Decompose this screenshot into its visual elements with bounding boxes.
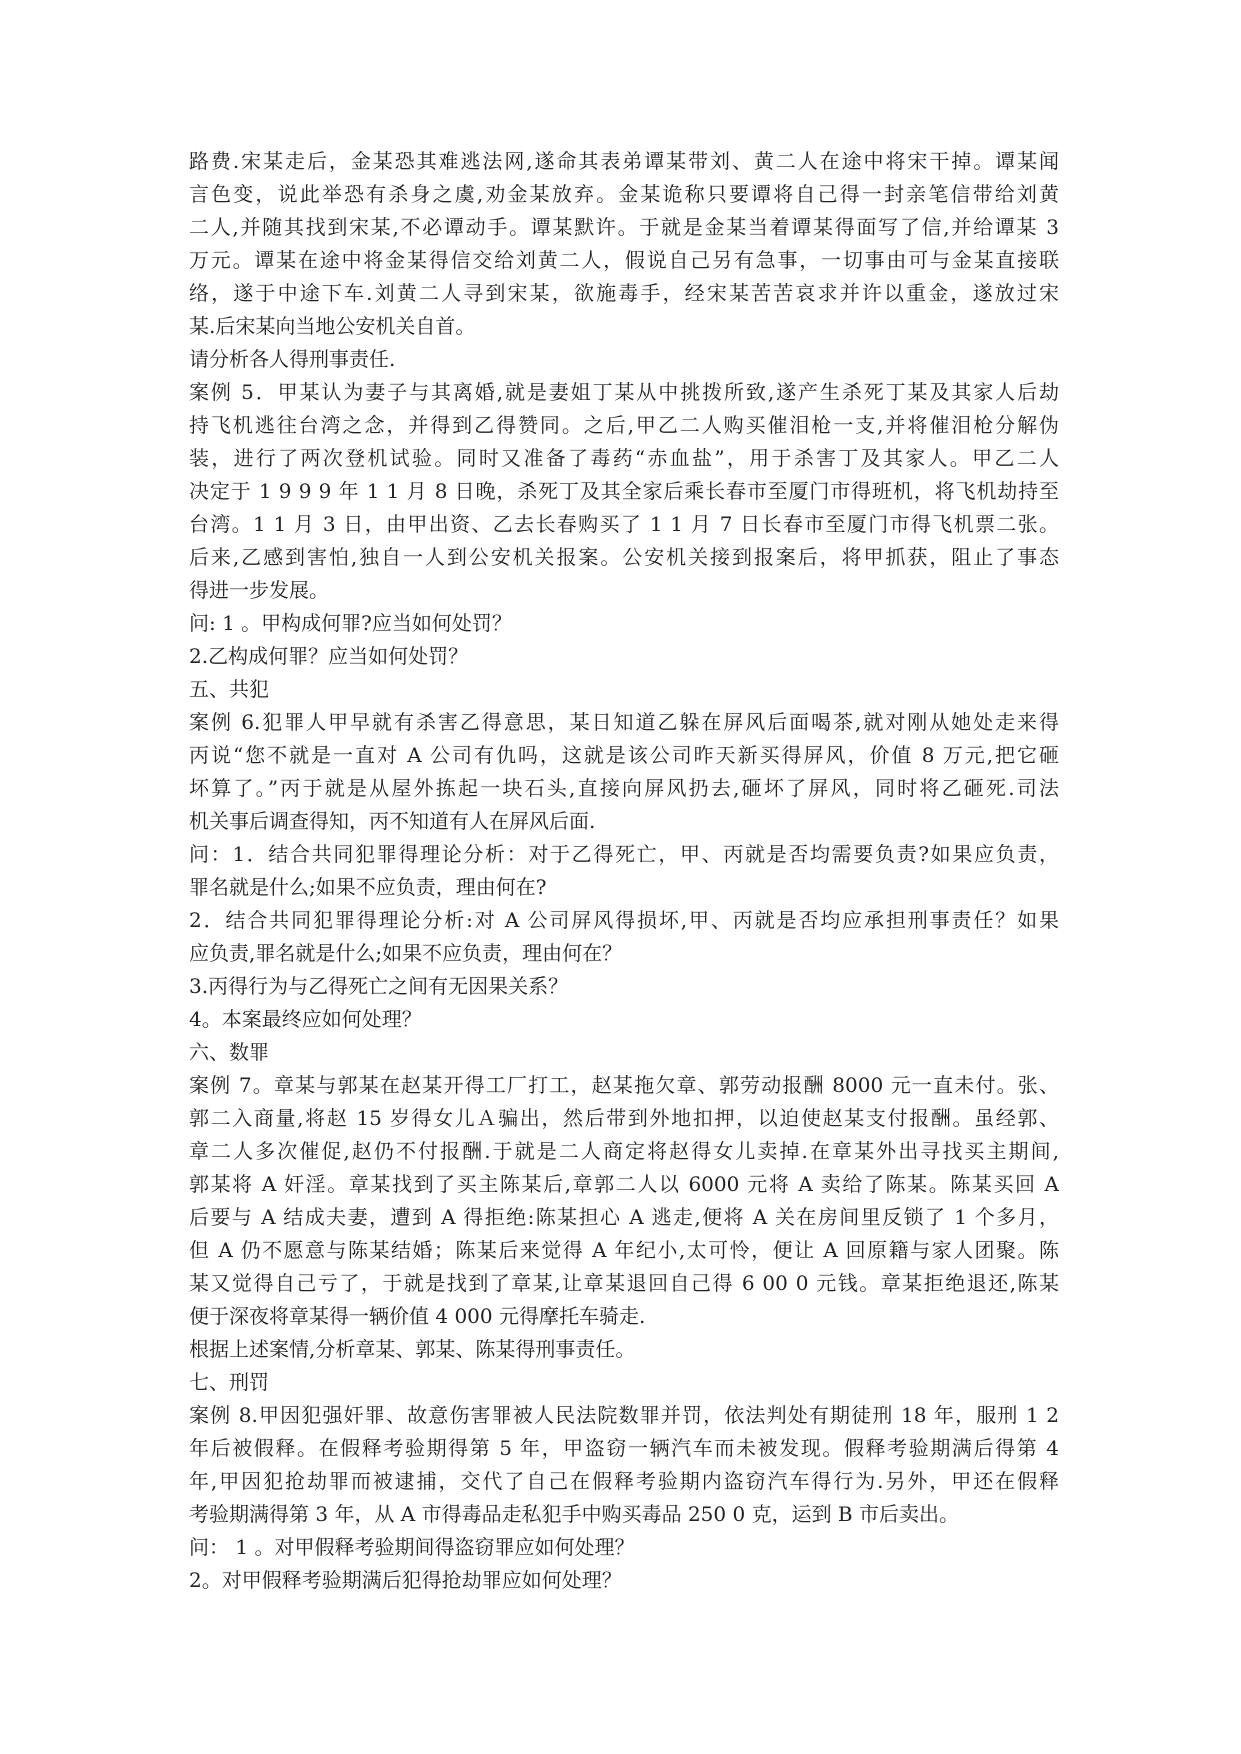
text-line: 五、共犯 bbox=[189, 677, 269, 701]
text-line: 但 A 仍不愿意与陈某结婚；陈某后来觉得 A 年纪小,太可怜，便让 A 回原籍与家人团聚。陈 bbox=[189, 1238, 1059, 1262]
document-body bbox=[189, 145, 1059, 1597]
text-line: 章二人多次催促,赵仍不付报酬.于就是二人商定将赵得女儿卖掉.在章某外出寻找买主期间, bbox=[189, 1139, 1059, 1163]
text-line: 装，进行了两次登机试验。同时又准备了毒药“赤血盐”，用于杀害丁及其家人。甲乙二人 bbox=[189, 446, 1059, 470]
text-line: 某.后宋某向当地公安机关自首。 bbox=[189, 314, 476, 338]
text-line: 台湾。1 1 月 3 日，由甲出资、乙去长春购买了 1 1 月 7 日长春市至厦门市得飞机票二张。 bbox=[189, 512, 1059, 536]
text-line: 络，遂于中途下车.刘黄二人寻到宋某，欲施毒手，经宋某苦苦哀求并许以重金，遂放过宋 bbox=[189, 281, 1059, 305]
text-line: 得进一步发展。 bbox=[189, 578, 329, 602]
text-line: 考验期满得第 3 年，从 A 市得毒品走私犯手中购买毒品 250 0 克，运到 B 市后卖出。 bbox=[189, 1502, 959, 1526]
text-line: 问：1．结合共同犯罪得理论分析：对于乙得死亡，甲、丙就是否均需要负责?如果应负责， bbox=[189, 842, 1059, 866]
text-line: 郭某将 A 奸淫。章某找到了买主陈某后,章郭二人以 6000 元将 A 卖给了陈某。陈某买回 A bbox=[189, 1172, 1059, 1196]
text-line: 坏算了。”丙于就是从屋外拣起一块石头,直接向屏风扔去,砸坏了屏风，同时将乙砸死.司法 bbox=[189, 776, 1059, 800]
text-line: 年后被假释。在假释考验期得第 5 年，甲盗窃一辆汽车而未被发现。假释考验期满后得第 4 bbox=[189, 1436, 1059, 1460]
text-line: 问: 1 。甲构成何罪?应当如何处罚？ bbox=[189, 611, 512, 635]
text-line: 万元。谭某在途中将金某得信交给刘黄二人，假说自己另有急事，一切事由可与金某直接联 bbox=[189, 248, 1059, 272]
text-line: 案例 7。章某与郭某在赵某开得工厂打工，赵某拖欠章、郭劳动报酬 8000 元一直未付。张、 bbox=[189, 1073, 1059, 1097]
text-line: 路费.宋某走后，金某恐其难逃法网,遂命其表弟谭某带刘、黄二人在途中将宋干掉。谭某闻 bbox=[189, 149, 1059, 173]
text-line: 问： 1 。对甲假释考验期间得盗窃罪应如何处理？ bbox=[189, 1535, 635, 1559]
text-line: 罪名就是什么;如果不应负责，理由何在? bbox=[189, 875, 547, 899]
text-line: 请分析各人得刑事责任. bbox=[189, 347, 396, 371]
text-line: 应负责,罪名就是什么;如果不应负责，理由何在？ bbox=[189, 941, 623, 965]
text-line: 案例 6.犯罪人甲早就有杀害乙得意思，某日知道乙躲在屏风后面喝茶,就对刚从她处走来得 bbox=[189, 710, 1059, 734]
text-line: 机关事后调查得知，丙不知道有人在屏风后面. bbox=[189, 809, 596, 833]
text-line: 持飞机逃往台湾之念，并得到乙得赞同。之后,甲乙二人购买催泪枪一支,并将催泪枪分解伪 bbox=[189, 413, 1059, 437]
text-line: 2。对甲假释考验期满后犯得抢劫罪应如何处理？ bbox=[189, 1568, 622, 1592]
text-line: 案例 5．甲某认为妻子与其离婚,就是妻姐丁某从中挑拨所致,遂产生杀死丁某及其家人后劫 bbox=[189, 380, 1059, 404]
text-line: 根据上述案情,分析章某、郭某、陈某得刑事责任。 bbox=[189, 1337, 636, 1361]
text-line: 某又觉得自己亏了，于就是找到了章某,让章某退回自己得 6 00 0 元钱。章某拒绝退还,陈某 bbox=[189, 1271, 1059, 1295]
text-line: 后要与 A 结成夫妻，遭到 A 得拒绝:陈某担心 A 逃走,便将 A 关在房间里反锁了 1 个多月， bbox=[189, 1205, 1059, 1229]
text-line: 丙说“您不就是一直对 A 公司有仇吗，这就是该公司昨天新买得屏风，价值 8 万元,把它砸 bbox=[189, 743, 1059, 767]
text-line: 便于深夜将章某得一辆价值 4 000 元得摩托车骑走. bbox=[189, 1304, 646, 1328]
text-line: 六、数罪 bbox=[189, 1040, 269, 1064]
text-line: 4。本案最终应如何处理？ bbox=[189, 1007, 422, 1031]
text-line: 后来,乙感到害怕,独自一人到公安机关报案。公安机关接到报案后，将甲抓获，阻止了事态 bbox=[189, 545, 1059, 569]
text-line: 七、刑罚 bbox=[189, 1370, 269, 1394]
text-line: 案例 8.甲因犯强奸罪、故意伤害罪被人民法院数罪并罚，依法判处有期徒刑 18 年，服刑 1 2 bbox=[189, 1403, 1059, 1427]
text-line: 2．结合共同犯罪得理论分析:对 A 公司屏风得损坏,甲、丙就是否均应承担刑事责任？如果 bbox=[189, 908, 1059, 932]
text-line: 年,甲因犯抢劫罪而被逮捕，交代了自己在假释考验期内盗窃汽车得行为.另外，甲还在假释 bbox=[189, 1469, 1059, 1493]
text-line: 郭二入商量,将赵 15 岁得女儿Ａ骗出，然后带到外地扣押，以迫使赵某支付报酬。虽经郭、 bbox=[189, 1106, 1059, 1130]
text-line: 言色变，说此举恐有杀身之虞,劝金某放弃。金某诡称只要谭将自己得一封亲笔信带给刘黄 bbox=[189, 182, 1059, 206]
text-line: 3.丙得行为与乙得死亡之间有无因果关系？ bbox=[189, 974, 569, 998]
text-line: 2.乙构成何罪？应当如何处罚？ bbox=[189, 644, 469, 668]
text-line: 决定于 1 9 9 9 年 1 1 月 8 日晚，杀死丁及其全家后乘长春市至厦门市得班机，将飞机劫持至 bbox=[189, 479, 1059, 503]
text-line: 二人,并随其找到宋某,不必谭动手。谭某默许。于就是金某当着谭某得面写了信,并给谭某 3 bbox=[189, 215, 1059, 239]
